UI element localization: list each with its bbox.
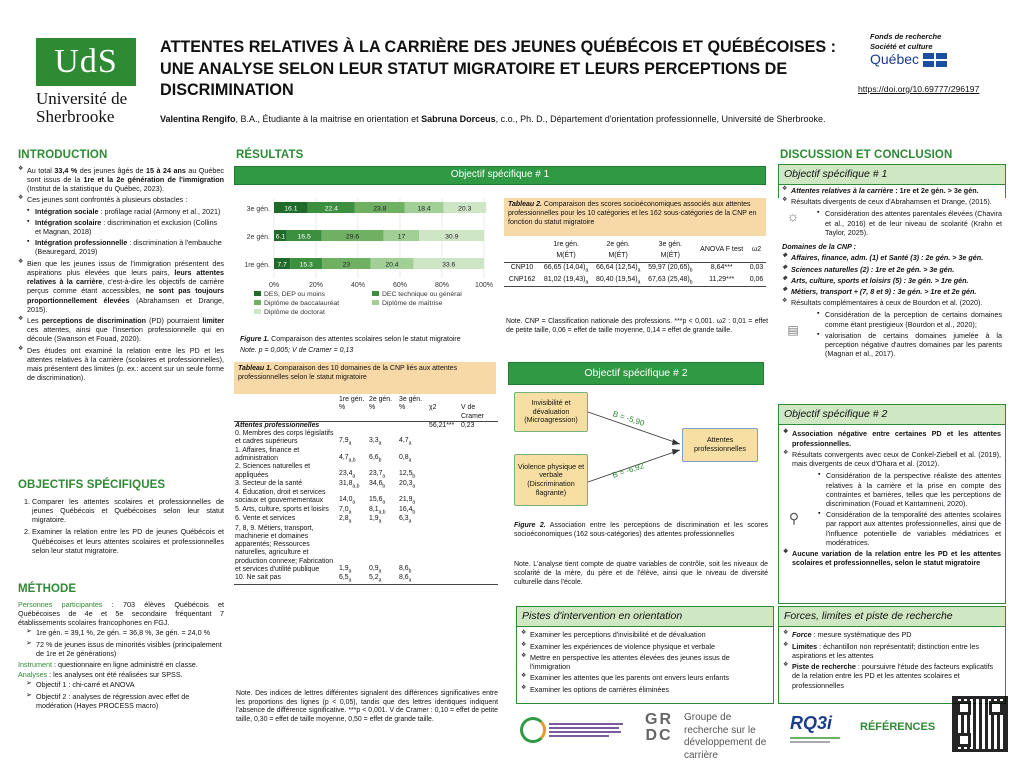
data-label: 30.9 [445, 233, 459, 241]
t1-cell-gen3: $8,6_b$ [399, 564, 412, 575]
t1-sub-v: V de Cramer [461, 404, 484, 420]
intro-point-1: ❖ Au total 33,4 % des jeunes âgés de 15 à 24 ans au Québec sont issus de la 1re et la 2e génération de l'immigration (Institut de la statistique du Québec, 2023). [18, 166, 224, 194]
quebec-flag-icon [923, 53, 947, 67]
beta-flagrant: B = -6,92 [611, 461, 646, 480]
generation-split: ➢ 1re gén. = 39,1 %, 2e gén. = 36,8 %, 3e gén. = 24,0 % [26, 628, 224, 637]
t1-cell-gen2: $23,7_a$ [369, 470, 386, 480]
cerit-logo [520, 712, 628, 748]
t1-row-label: 3. Secteur de la santé [235, 479, 303, 487]
legend-swatch [254, 309, 261, 314]
figure1-svg [234, 186, 496, 336]
t1-row-label: 7, 8, 9. Métiers, transport, machinerie et domaines apparentés; Ressources naturelles, agriculture et production connexe; Fabrication et services d'utilité publique [235, 524, 334, 573]
data-label: 7.7 [277, 261, 287, 269]
t1-cell-gen2: $3,3_a$ [369, 437, 382, 447]
limites-item: ❖ Limites : échantillon non représentatif; distinction entre les aspirations et les attentes [783, 642, 1001, 660]
grdc-logo: GR DC [645, 711, 673, 744]
data-label: 17 [397, 233, 406, 241]
table-row [234, 463, 498, 480]
introduction-section [18, 148, 224, 385]
t1-cell-gen2: $34,6_b$ [369, 479, 386, 490]
methode-section [18, 582, 224, 712]
t1-head-3: 3e gén. [399, 396, 422, 403]
piste-item: ❖ Piste de recherche : poursuivre l'étude des facteurs explicatifs de la relation entre les PD et les attentes scolaires et professionnelles [783, 662, 1001, 690]
legend-label: DEC technique ou général [382, 291, 462, 298]
x-tick-label: 40% [350, 282, 366, 289]
t2-head-2: 2e gén. [606, 241, 630, 248]
t1-row-label: 5. Arts, culture, sports et loisirs [235, 505, 329, 513]
t2-cell-gen1: 66,65 $(14,04)_a$ [543, 263, 589, 274]
frq-logo [870, 32, 980, 72]
data-label: 20.4 [385, 261, 399, 269]
table-row [504, 262, 766, 274]
methode-title: MÉTHODE [18, 583, 77, 595]
lightbulb-icon: ☼ [786, 208, 800, 225]
data-label: 16.1 [284, 205, 298, 213]
intro-point-2: ❖ Ces jeunes sont confrontés à plusieurs obstacles : [18, 195, 224, 204]
disc-sub-2: ▪ Considération de la perception de certains domaines comme étant prestigieux (Bourdon et al., 2020); [816, 310, 1002, 328]
document-icon: ▤ [787, 323, 799, 338]
t1-cell-gen1: $14,0_a$ [339, 496, 356, 506]
x-tick-label: 0% [268, 282, 280, 289]
t1-cell-gen3: $20,3_a$ [399, 479, 416, 490]
t2-cell-omega: 0,03 [749, 264, 764, 272]
t2-sub-3: M(ÉT) [660, 251, 681, 259]
t2-row-label: CNP10 [510, 264, 534, 272]
t1-cell-gen1: $7,9_a$ [339, 437, 352, 447]
legend-swatch [254, 300, 261, 305]
table-row [234, 430, 498, 447]
author1: Valentina Rengifo [160, 114, 236, 124]
grdc-text: Groupe de recherche sur le développement de carrière [684, 712, 767, 761]
t1-chi: 56,21*** [429, 421, 455, 429]
t1-row-label: 6. Vente et services [235, 515, 296, 523]
t2-row-label: CNP162 [508, 276, 536, 284]
t1-cell-gen1: $7,0_a$ [339, 505, 352, 516]
table1-note: Note. Des indices de lettres différentes signalent des différences significatives entre les proportions des lignes (p < 0,05), tandis que des lettres identiques indiquent l'absence de différence significative. ***p < 0,001. V de Cramer : 0,10 = effet de petite taille, 0,30 = effet de taille moyenne, 0,50 = effet de grande taille. [236, 690, 498, 723]
t2-cell-anova: 11,29*** [709, 276, 735, 284]
discussion-title: DISCUSSION ET CONCLUSION [780, 149, 953, 161]
x-tick-label: 60% [392, 282, 408, 289]
objectifs-title: OBJECTIFS SPÉCIFIQUES [18, 479, 166, 491]
poster-title: ATTENTES RELATIVES À LA CARRIÈRE DES JEUNES QUÉBÉCOIS ET QUÉBÉCOISES : UNE ANALYSE SELON LEUR STATUT MIGRATOIRE ET LEURS PERCEPTIONS DE DISCRIMINATION [160, 38, 837, 100]
t2-head-anova: ANOVA F test [700, 246, 744, 254]
t2-cell-gen2: 80,40 $(19,54)_a$ [595, 275, 641, 286]
data-label: 29.6 [345, 233, 360, 241]
t1-sub-2: % [369, 404, 376, 412]
author1-rest: , B.A., Étudiante à la maitrise en orientation et [235, 114, 422, 124]
intro-sub-2: ▪ Intégration scolaire : discrimination et exclusion (Collins et Magnan, 2018) [26, 218, 224, 236]
resultats-title: RÉSULTATS [236, 149, 304, 161]
t1-cell-gen2: $6,6_b$ [369, 453, 382, 464]
disc-point-3: ❖ Résultats complémentaires à ceux de Bourdon et al. (2020). [782, 298, 1002, 307]
pistes-item: ❖ Examiner les options de carrières éliminées [521, 685, 769, 694]
t2-sub-2: M(ÉT) [608, 251, 628, 259]
table-row [234, 480, 498, 489]
dom-1: ❖ Affaires, finance, adm. (1) et Santé (3) : 2e gén. > 3e gén. [782, 253, 1002, 262]
dom-2: ❖ Sciences naturelles (2) : 1re et 2e gén. > 3e gén. [782, 265, 1002, 274]
t2-cell-anova: 8,64*** [710, 264, 733, 272]
t2-cell-gen1: 81,02 $(19,43)_a$ [543, 275, 589, 286]
table-row [234, 447, 498, 464]
author2-rest: , c.o., Ph. D., Département d'orientation professionnelle, Université de Sherbrooke. [495, 114, 826, 124]
node-career-expectations: Attentes professionnelles [682, 428, 758, 462]
t1-row-label: 4. Éducation, droit et services sociaux et gouvernementaux [235, 489, 326, 505]
data-label: 16.5 [297, 233, 311, 241]
dom-3: ❖ Arts, culture, sports et loisirs (5) : 3e gén. > 1re gén. [782, 276, 1002, 285]
legend-label: Diplôme de doctorat [264, 309, 325, 316]
t2-sub-1: M(ÉT) [556, 251, 576, 259]
rq3i-word: RQ3i [790, 713, 833, 733]
data-label: 18.4 [417, 205, 431, 213]
discussion-obj1-head: Objectif spécifique # 1 [779, 165, 1005, 185]
cerit-swirl-icon [520, 717, 546, 743]
disc2-point-2: ❖ Résultats convergents avec ceux de Conkel-Ziebell et al. (2019), mais divergents de ceux d'Ohara et al. (2012). [783, 450, 1001, 468]
table1-title: Tableau 1. Comparaison des 10 domaines de la CNP liés aux attentes professionnelles selon le statut migratoire [234, 362, 496, 394]
qr-code-icon[interactable] [952, 696, 1008, 752]
udes-logo [36, 38, 144, 132]
legend-swatch [372, 291, 379, 296]
discussion-obj2-box [778, 404, 1006, 604]
pistes-box [516, 606, 774, 704]
disc2-point-1: ❖ Association négative entre certaines PD et les attentes professionnelles. [783, 429, 1001, 447]
legend-swatch [372, 300, 379, 305]
x-tick-label: 100% [475, 282, 493, 289]
t1-cell-gen2: $8,1_{a,b}$ [369, 505, 386, 516]
intro-point-4: ❖ Les perceptions de discrimination (PD) pourraient limiter ces attentes, ainsi que l'insertion professionnelle qui en découle (Swanson et Fouad, 2020). [18, 316, 224, 344]
pistes-item: ❖ Examiner les perceptions d'invisibilité et de dévaluation [521, 630, 769, 639]
t1-head-2: 2e gén. [369, 396, 392, 403]
logo-badge: UdS [36, 38, 136, 86]
author2: Sabruna Dorceus [421, 114, 496, 124]
minorities-share: ➢ 72 % de jeunes issus de minorités visibles (principalement de 1re et 2e générations) [26, 640, 224, 658]
pistes-item: ❖ Examiner les attentes que les parents ont envers leurs enfants [521, 673, 769, 682]
figure1-caption: Figure 1. Comparaison des attentes scolaires selon le statut migratoire [240, 336, 461, 343]
table-row [234, 574, 498, 584]
pistes-item: ❖ Examiner les expériences de violence physique et verbale [521, 642, 769, 651]
objectif-2: 2. Examiner la relation entre les PD de jeunes Québécois et Québécoises et leurs attentes scolaires et professionnelles selon leur statut migratoire. [32, 527, 224, 555]
t1-row-title: Attentes professionnelles [235, 421, 320, 429]
t1-cell-gen3: $16,4_b$ [399, 505, 416, 516]
t2-cell-gen3: 59,97 $(20,65)_b$ [648, 263, 693, 274]
category-label: 3e gén. [246, 206, 270, 213]
intro-point-5: ❖ Des études ont examiné la relation entre les PD et les attentes relatives à la carrière (scolaires et professionnelles), mais présentent des limites (p. ex.: accent sur un seule forme de discrimination). [18, 346, 224, 383]
t1-cell-gen3: $0,8_a$ [399, 453, 412, 464]
t1-cell-gen1: $4,7_{a,b}$ [339, 453, 356, 464]
obj2-results-header: Objectif spécifique # 2 [508, 362, 764, 385]
t1-cell-gen2: $5,2_a$ [369, 574, 382, 584]
rq3i-logo [790, 712, 842, 748]
t1-head-1: 1re gén. [339, 396, 365, 403]
t1-sub-chi: χ2 [429, 404, 437, 412]
t1-v: 0,23 [461, 421, 475, 429]
table-row [504, 275, 766, 287]
table1 [234, 396, 498, 585]
t1-cell-gen2: $0,9_a$ [369, 564, 382, 575]
discussion-obj2-head: Objectif spécifique # 2 [779, 405, 1005, 425]
x-tick-label: 80% [434, 282, 450, 289]
disc-point-1: ❖ Attentes relatives à la carrière : 1re et 2e gén. > 3e gén. [782, 186, 1002, 195]
pistes-title: Pistes d'intervention en orientation [517, 607, 773, 627]
t1-cell-gen3: $4,7_a$ [399, 437, 412, 447]
authors-line [160, 114, 950, 126]
logo-line1: Université de [36, 89, 128, 108]
t1-cell-gen3: $6,3_a$ [399, 515, 412, 525]
data-label: 23.8 [373, 205, 387, 213]
figure1-note: Note. p = 0,005; V de Cramer = 0,13 [240, 347, 354, 354]
force-item: ❖ Force : mesure systématique des PD [783, 630, 1001, 639]
forces-title: Forces, limites et piste de recherche [779, 607, 1005, 627]
analysis-2: ➢ Objectif 2 : analyses de régression avec effet de modération (Hayes PROCESS macro) [26, 692, 224, 710]
t2-cell-gen3: 67,63 $(25,48)_b$ [648, 275, 693, 286]
t1-row-label: 10. Ne sait pas [235, 574, 281, 582]
data-label: 20.3 [458, 205, 472, 213]
beta-microaggression: B = -5,90 [611, 409, 646, 428]
analysis-1: ➢ Objectif 1 : chi-carré et ANOVA [26, 680, 224, 689]
frq-line3: Québec [870, 51, 920, 68]
t2-cell-omega: 0,06 [749, 276, 764, 284]
x-tick-label: 20% [308, 282, 324, 289]
t1-cell-gen1: $6,5_a$ [339, 574, 352, 584]
table-row [234, 489, 498, 506]
logo-line2: Sherbrooke [36, 106, 115, 126]
t1-cell-gen3: $21,9_a$ [399, 496, 416, 506]
category-label: 1re gén. [244, 262, 270, 269]
t1-cell-gen2: $1,9_a$ [369, 515, 382, 525]
disc-sub-3: ▪ valorisation de certains domaines jumelée à la perception négative d'autres domaines par les parents (Magnan et al., 2017). [816, 331, 1002, 359]
t2-head-omega: ω2 [751, 246, 762, 254]
legend-label: Diplôme de baccalauréat [264, 300, 340, 307]
t2-cell-gen2: 66,64 $(12,54)_a$ [595, 263, 641, 274]
t2-head-1: 1re gén. [553, 241, 579, 248]
table-row [234, 525, 498, 575]
legend-label: Diplôme de maîtrise [382, 300, 443, 307]
node-flagrant-discrimination: Violence physique et verbale (Discrimination flagrante) [514, 454, 588, 506]
t1-row-label: 1. Affaires, finance et administration [235, 446, 300, 462]
intro-sub-3: ▪ Intégration professionnelle : discrimination à l'embauche (Beauregard, 2019) [26, 238, 224, 256]
data-label: 33.6 [442, 261, 456, 269]
references-link[interactable]: RÉFÉRENCES [860, 721, 936, 733]
disc-point-2: ❖ Résultats divergents de ceux d'Abrahamsen et Drange, (2015). [782, 197, 1002, 206]
introduction-title: INTRODUCTION [18, 149, 108, 161]
analyses-text: Analyses : les analyses ont été réalisées sur SPSS. [18, 670, 183, 680]
t1-cell-gen3: $12,5_b$ [399, 470, 416, 480]
figure2-note: Note. L'analyse tient compte de quatre variables de contrôle, soit les niveaux de scolarité de la mère, du père et de l'élève, ainsi que le niveau de diversité culturelle dans l'école. [514, 561, 768, 586]
table2 [504, 240, 766, 287]
t1-row-label: 2. Sciences naturelles et appliquées [235, 463, 311, 479]
obj1-results-header: Objectif spécifique # 1 [234, 166, 766, 185]
t1-cell-gen1: $31,8_{a,b}$ [339, 479, 360, 490]
disc-sub-1: ▪ Considération des attentes parentales élevées (Chavira et al., 2016) et de leur niveau de scolarité (Krahn et Taylor, 2025). [816, 209, 1002, 237]
t2-head-3: 3e gén. [658, 241, 682, 248]
frq-line1: Fonds de recherche [870, 32, 942, 41]
figure1-chart [234, 186, 496, 336]
t1-sub-3: % [399, 404, 406, 412]
intro-sub-1: ▪ Intégration sociale : profilage racial (Armony et al., 2021) [26, 207, 224, 216]
instrument-text: Instrument : questionnaire en ligne administré en classe. [18, 660, 198, 670]
magnifier-icon: ⚲ [788, 510, 800, 527]
data-label: 15.3 [299, 261, 313, 269]
t1-sub-1: % [339, 404, 346, 412]
doi-link[interactable]: https://doi.org/10.69777/296197 [858, 84, 980, 94]
t1-cell-gen2: $15,6_a$ [369, 496, 386, 506]
objectif-1: 1. Comparer les attentes scolaires et professionnelles de jeunes Québécois et Québécoises selon leur statut migratoire. [32, 497, 224, 525]
participants-text: Personnes participantes : 703 élèves Québécois et Québécoises de 4e et 5e secondaire fréquentant 7 établissements scolaires francophones en FGJ. [18, 599, 224, 628]
legend-swatch [254, 291, 261, 296]
data-label: 22.4 [324, 205, 338, 213]
discussion-obj1 [782, 186, 1002, 361]
forces-box [778, 606, 1006, 704]
intro-point-3: ❖ Bien que les jeunes issus de l'immigration présentent des aspirations plus élevées que leurs pairs, leurs attentes relatives à la carrière, c'est-à-dire les objectifs de carrière perçus comme étant accessibles, ne sont pas toujours proportionnellement élevées (Abrahamsen et Drange, 2015). [18, 259, 224, 314]
dom-4: ❖ Métiers, transport + (7, 8 et 9) : 3e gén. > 1re et 2e gén. [782, 287, 1002, 296]
disc2-sub-2: ▪ Considération de la temporalité des attentes scolaires par rapport aux attentes professionnelles, ainsi que de l'influence potentielle de variables médiatrices et modératrices. [817, 510, 1001, 547]
frq-line2: Société et culture [870, 41, 933, 51]
objectifs-section [18, 478, 224, 555]
pistes-item: ❖ Mettre en perspective les attentes élevées des jeunes issus de l'immigration [521, 653, 769, 671]
disc2-sub-1: ▪ Considération de la perspective réaliste des attentes relatives à la carrière et la prise en compte des contraintes et barrières, telles que les perceptions de discrimination (Fouad et Kantamneni, 2020). [817, 471, 1001, 508]
t1-row-label: 0. Membres des corps législatifs et cadres supérieurs [235, 430, 334, 446]
node-microaggression: Invisibilité et dévaluation (Microagression) [514, 392, 588, 432]
table2-note: Note. CNP = Classification nationale des professions. ***p < 0,001. ω2 : 0,01 = effet de petite taille, 0,06 = effet de taille moyenne, 0,14 = effet de grande taille. [506, 318, 768, 334]
disc2-point-3: ❖ Aucune variation de la relation entre les PD et les attentes scolaires et professionnelles, selon le statut migratoire [783, 549, 1001, 567]
t1-cell-gen1: $2,8_a$ [339, 515, 352, 525]
t1-cell-gen1: $1,9_a$ [339, 564, 352, 575]
t1-cell-gen3: $8,6_a$ [399, 574, 412, 584]
category-label: 2e gén. [246, 234, 270, 241]
table-row [234, 515, 498, 524]
figure2-caption: Figure 2. Association entre les perceptions de discrimination et les scores socioéconomiques (162 sous-catégories) des attentes professionnelles [514, 522, 768, 538]
t1-cell-gen1: $23,4_a$ [339, 470, 356, 480]
domaines-title: Domaines de la CNP : [782, 242, 857, 252]
table2-title: Tableau 2. Comparaison des scores socioéconomiques associés aux attentes professionnelles pour les 10 catégories et les 162 sous-catégories de la CNP en fonction du statut migratoire [504, 198, 766, 236]
figure2-diagram [508, 382, 764, 518]
table-row [234, 506, 498, 515]
data-label: 23 [342, 261, 351, 269]
data-label: 6.1 [275, 233, 286, 241]
legend-label: DES, DEP ou moins [264, 291, 326, 298]
